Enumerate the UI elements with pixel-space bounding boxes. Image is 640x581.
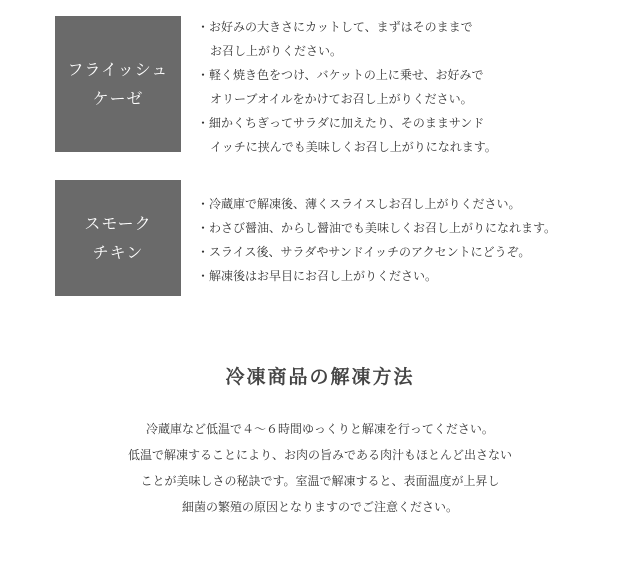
thaw-section-title: 冷凍商品の解凍方法	[225, 366, 415, 388]
serving-tip-continued: オリーブオイルをかけてお召し上がりください。	[210, 92, 473, 106]
serving-tip: ・スライス後、サラダやサンドイッチのアクセントにどうぞ。	[197, 245, 531, 259]
product-label-box	[55, 180, 181, 296]
thaw-instruction-line: ことが美味しさの秘訣です。室温で解凍すると、表面温度が上昇し	[140, 474, 500, 488]
thaw-instruction-line: 低温で解凍することにより、お肉の旨みである肉汁もほとんど出さない	[127, 448, 512, 462]
serving-tip: ・わさび醤油、からし醤油でも美味しくお召し上がりになれます。	[197, 221, 557, 235]
thaw-instruction-line: 冷蔵庫など低温で４〜６時間ゆっくりと解凍を行ってください。	[146, 422, 494, 436]
product-name-line: チキン	[92, 243, 144, 262]
serving-tips-list	[197, 192, 556, 288]
serving-tips-list	[197, 15, 497, 159]
serving-tip: ・解凍後はお早目にお召し上がりください。	[197, 269, 438, 283]
serving-tip: ・軽く焼き色をつけ、バケットの上に乗せ、お好みで	[197, 68, 484, 82]
product-name-line: ケーゼ	[92, 89, 144, 108]
serving-tip: ・細かくちぎってサラダに加えたり、そのままサンド	[197, 116, 485, 130]
product-label-box	[55, 16, 181, 152]
serving-tip-continued: イッチに挟んでも美味しくお召し上がりになれます。	[210, 140, 497, 154]
serving-tip: ・冷蔵庫で解凍後、薄くスライスしお召し上がりください。	[197, 197, 521, 211]
thaw-instructions	[0, 416, 640, 520]
product-name-line: スモーク	[84, 214, 152, 233]
thaw-instruction-line: 細菌の繁殖の原因となりますのでご注意ください。	[181, 500, 458, 514]
product-name-line: フライッシュ	[67, 60, 169, 79]
serving-tip: ・お好みの大きさにカットして、まずはそのままで	[197, 20, 473, 34]
serving-tip-continued: お召し上がりください。	[210, 44, 343, 58]
